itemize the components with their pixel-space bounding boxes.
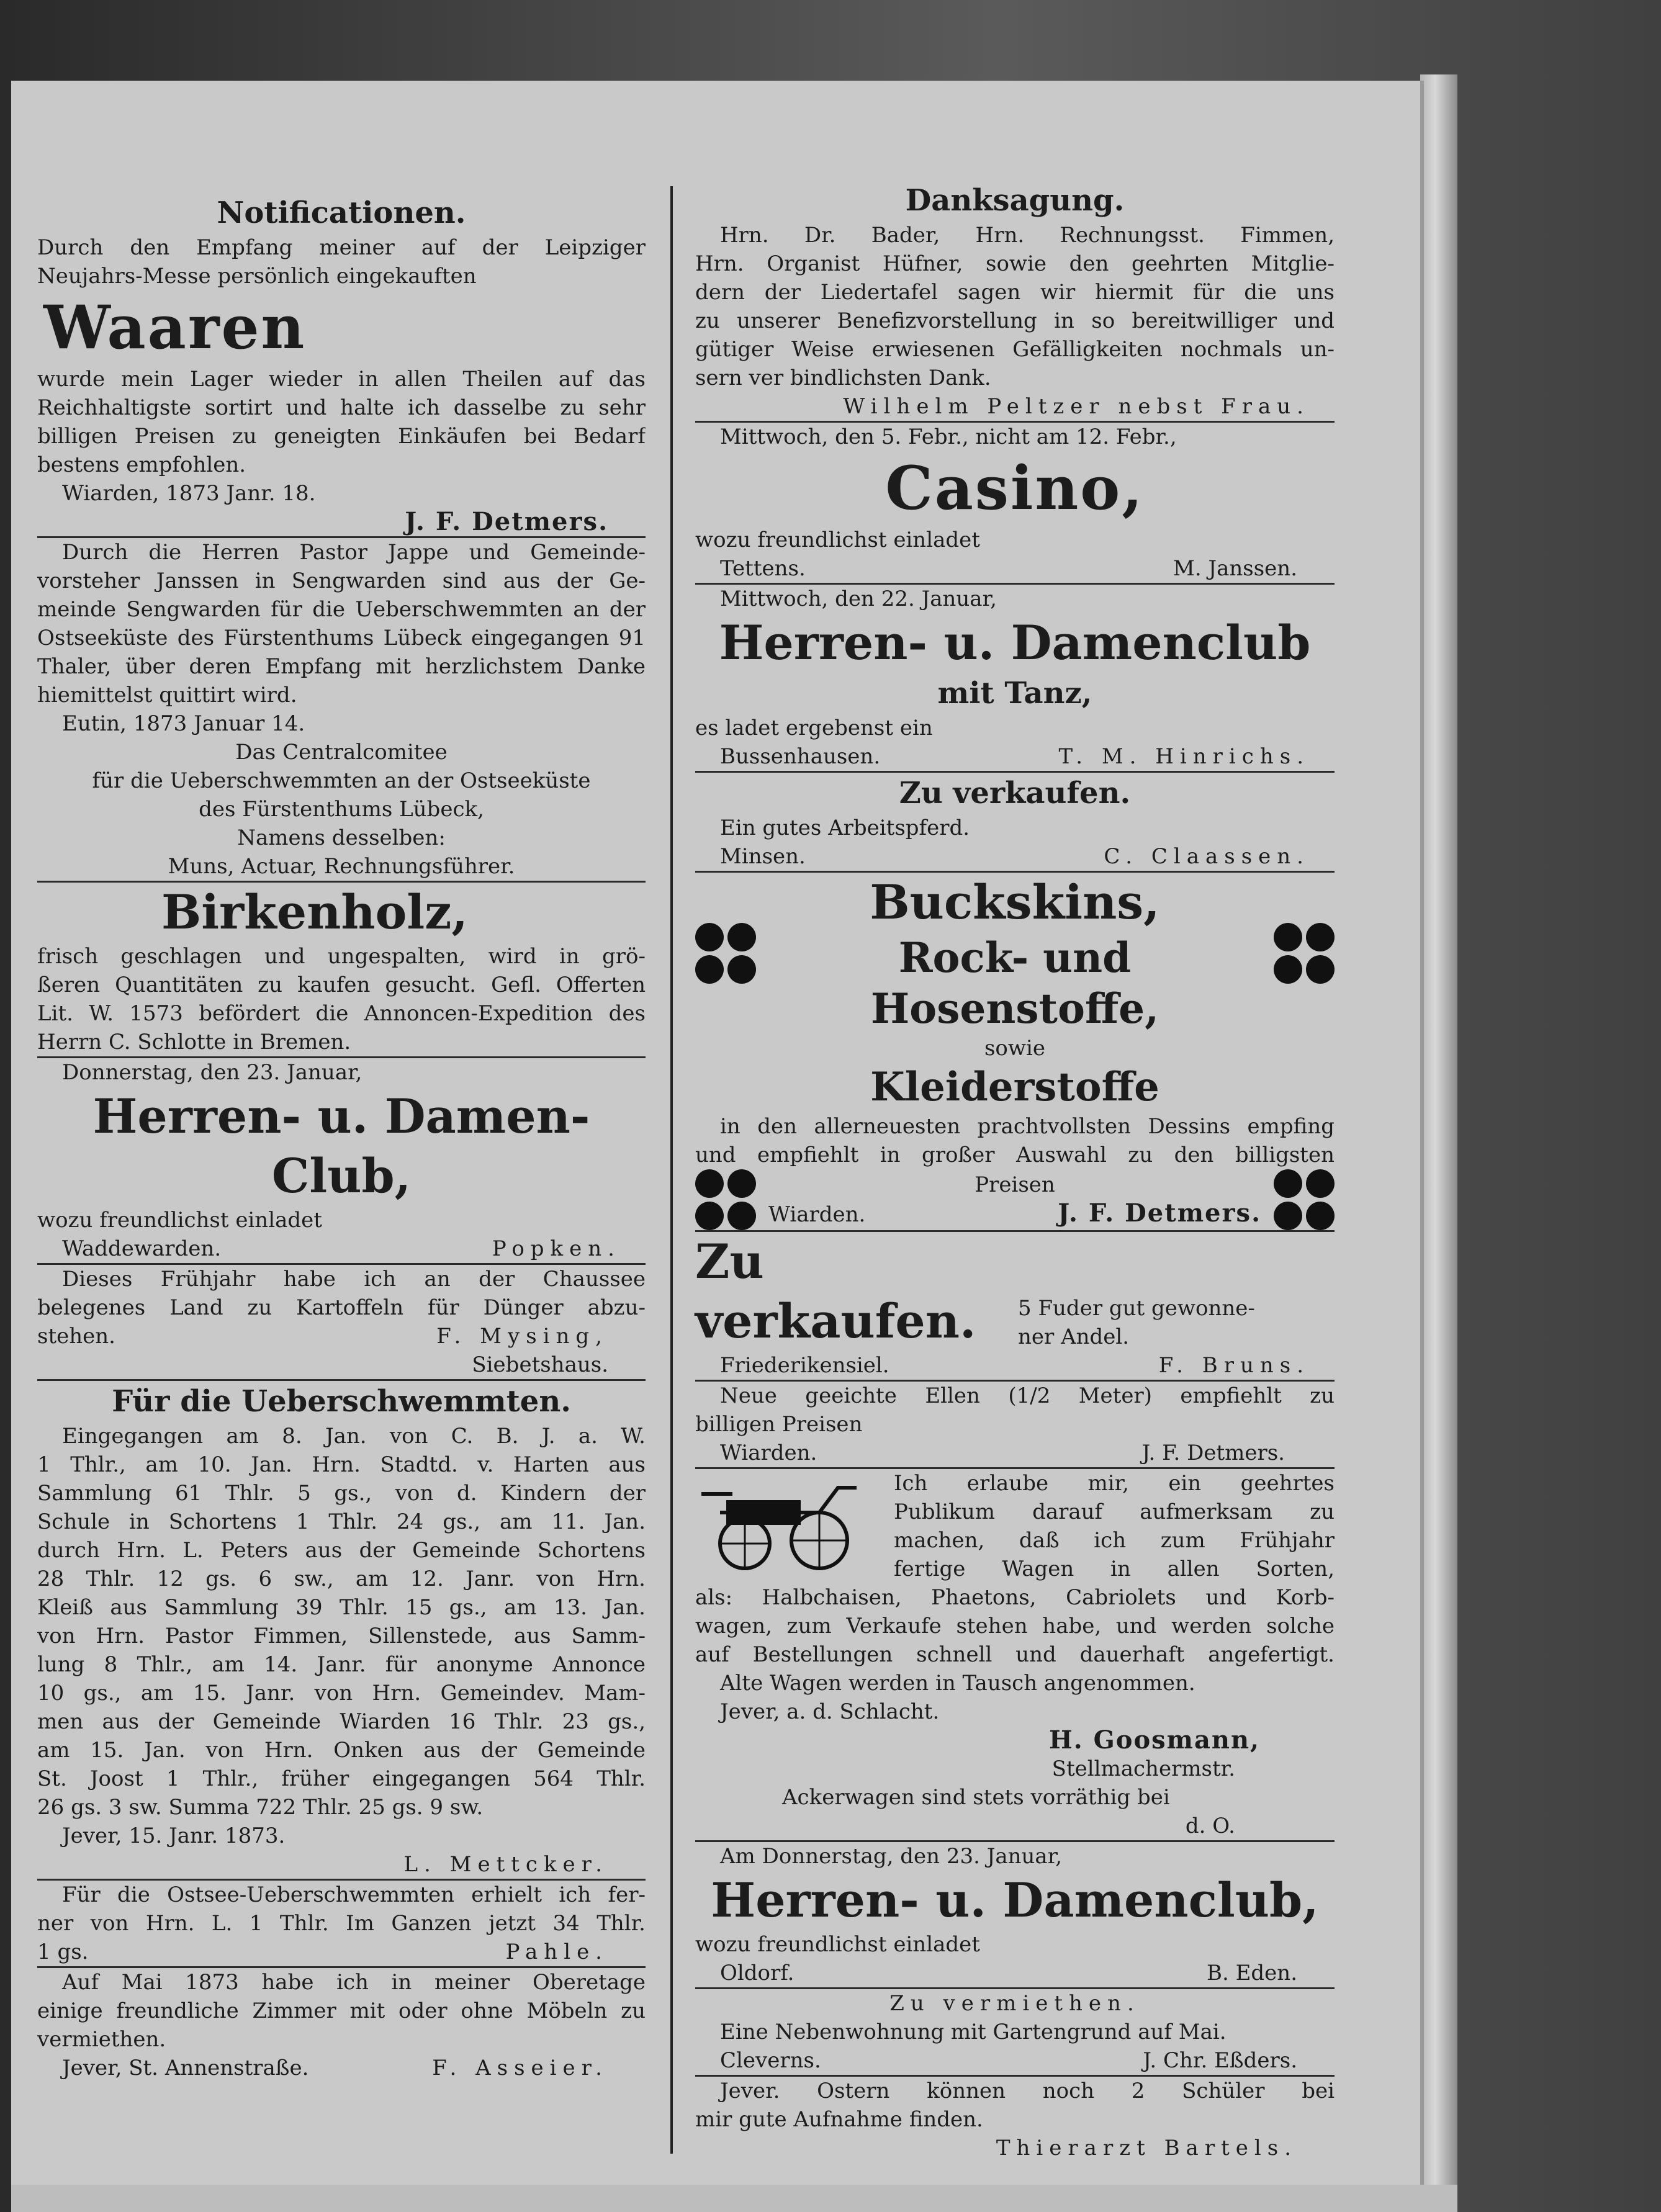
signature-title: Stellmachermstr.	[1051, 1756, 1235, 1781]
text-line: Thaler, über deren Empfang mit herzlichstem Danke	[37, 654, 646, 679]
ad-heading: Zu verkaufen.	[695, 1234, 976, 1349]
signature: J. F. Detmers.	[405, 508, 608, 536]
text-line: Kleiß aus Sammlung 39 Thlr. 15 gs., am 13. Jan.	[37, 1595, 646, 1620]
signature: F. Mysing,	[436, 1324, 608, 1349]
text-line: durch Hrn. L. Peters aus der Gemeinde Schortens	[37, 1538, 646, 1563]
ad-subheading: Rock- und Hosenstoffe,	[870, 933, 1159, 1033]
text-line: gütiger Weise erwiesenen Gefälligkeiten nochmals un-	[695, 337, 1335, 362]
herren-damen-club-ad	[37, 1058, 646, 1263]
text-line: 1 Thlr., am 10. Jan. Hrn. Stadtd. v. Harten aus	[37, 1452, 646, 1477]
text-line: stehen.	[37, 1324, 115, 1349]
ornament-dots-icon	[695, 923, 756, 984]
text-line: Reichhaltigste sortirt und halte ich dasselbe zu sehr	[37, 395, 646, 420]
signature: J. F. Detmers.	[1141, 1441, 1285, 1465]
signature: T. M. Hinrichs.	[1058, 744, 1310, 769]
vermiethen-ad	[695, 1989, 1335, 2075]
right-column	[695, 106, 1335, 2160]
date-line: Mittwoch, den 22. Januar,	[720, 587, 997, 611]
text-line: vorsteher Janssen in Sengwarden sind aus der Ge-	[37, 569, 646, 593]
text-line: und empfiehlt in großer Auswahl zu den billigsten	[695, 1143, 1335, 1167]
ad-big-word: Waaren	[43, 292, 307, 362]
text-line: 10 gs., am 15. Janr. von Hrn. Gemeindev. Mam-	[37, 1681, 646, 1706]
ad-heading-2: Kleiderstoffe	[870, 1064, 1159, 1110]
text-line: men aus der Gemeinde Wiarden 16 Thlr. 23 gs.,	[37, 1709, 646, 1734]
herrenclub-tanz-ad	[695, 585, 1335, 771]
place: Oldorf.	[720, 1961, 794, 1985]
ad-heading: Danksagung.	[905, 183, 1125, 218]
text-line: 5 Fuder gut gewonne-	[1018, 1296, 1255, 1321]
damenclub-oldorf-ad	[695, 1842, 1335, 1987]
signature: J. Chr. Eßders.	[1143, 2048, 1297, 2073]
place: Cleverns.	[720, 2048, 821, 2073]
signature-place: Siebetshaus.	[472, 1352, 608, 1377]
signature: L. Mettcker.	[403, 1852, 608, 1877]
text-line: St. Joost 1 Thlr., früher eingegangen 564 Thlr.	[37, 1766, 646, 1791]
place: Waddewarden.	[62, 1236, 222, 1261]
signature: d. O.	[1185, 1814, 1235, 1838]
place: Minsen.	[720, 844, 806, 869]
ad-heading: Birkenholz,	[161, 884, 468, 940]
arbeitspferd-ad	[695, 773, 1335, 871]
place: Jever, a. d. Schlacht.	[720, 1699, 940, 1724]
text-line: bestens empfohlen.	[37, 452, 246, 477]
text-line: Schule in Schortens 1 Thlr. 24 gs., am 11. Jan.	[37, 1509, 646, 1534]
text-line: Hrn. Dr. Bader, Hrn. Rechnungsst. Fimmen,	[720, 223, 1335, 248]
text-line: mir gute Aufnahme finden.	[695, 2107, 983, 2132]
ornament-dots-icon	[1274, 923, 1335, 984]
text-line: ßeren Quantitäten zu kaufen gesucht. Gefl. Offerten	[37, 973, 646, 997]
date-line: Am Donnerstag, den 23. Januar,	[720, 1844, 1063, 1869]
column-divider	[670, 186, 673, 2154]
signature: C. Claassen.	[1104, 844, 1310, 869]
signature: F. Bruns.	[1158, 1353, 1310, 1378]
ad-heading: Notificationen.	[217, 196, 466, 230]
ad-heading: Zu vermiethen.	[889, 1991, 1140, 2016]
text-line: Lit. W. 1573 befördert die Annoncen-Expedition des	[37, 1001, 646, 1026]
text-line: Publikum darauf aufmerksam zu	[894, 1499, 1335, 1524]
text-line: 28 Thlr. 12 gs. 6 sw., am 12. Janr. von Hrn.	[37, 1567, 646, 1591]
place: Wiarden.	[768, 1202, 866, 1227]
text-line: am 15. Jan. von Hrn. Onken aus der Gemeinde	[37, 1738, 646, 1763]
signature: J. F. Detmers.	[1058, 1199, 1261, 1228]
signature: Popken.	[492, 1236, 621, 1261]
page-bottom	[11, 2185, 1457, 2212]
zimmer-ad	[37, 1968, 646, 2082]
date-line: Jever, 15. Janr. 1873.	[62, 1823, 286, 1848]
text-line: Für die Ostsee-Ueberschwemmten erhielt ich fer-	[62, 1882, 646, 1907]
text-line: lung 8 Thlr., am 14. Janr. für anonyme Annonce	[37, 1652, 646, 1677]
pahle-ad	[37, 1881, 646, 1966]
text-line: einige freundliche Zimmer mit oder ohne Möbeln zu	[37, 1998, 646, 2023]
ad-heading: Herren- u. Damen-Club,	[92, 1089, 590, 1203]
date-line: Eutin, 1873 Januar 14.	[62, 711, 305, 736]
schueler-ad	[695, 2077, 1335, 2162]
ad-heading: Herren- u. Damenclub,	[711, 1873, 1319, 1928]
ornament-dots-icon	[1274, 1169, 1335, 1230]
signature: B. Eden.	[1206, 1961, 1297, 1985]
ad-heading: Zu verkaufen.	[899, 776, 1131, 811]
text-line: Preisen	[975, 1172, 1055, 1197]
date-line: Mittwoch, den 5. Febr., nicht am 12. Febr.,	[720, 425, 1177, 449]
date-line: Wiarden, 1873 Janr. 18.	[62, 481, 316, 506]
text-line: Sammlung 61 Thlr. 5 gs., von d. Kindern der	[37, 1481, 646, 1506]
text-line: Das Centralcomitee	[235, 740, 448, 765]
text-line: Eingegangen am 8. Jan. von C. B. J. a. W.	[62, 1424, 646, 1449]
text-line: Namens desselben:	[237, 825, 446, 850]
text-line: vermiethen.	[37, 2027, 166, 2052]
text-line: fertige Wagen in allen Sorten,	[894, 1557, 1335, 1581]
text-line: wozu freundlichst einladet	[695, 1932, 980, 1957]
signature: F. Asseier.	[432, 2056, 608, 2080]
text-line: Alte Wagen werden in Tausch angenommen.	[720, 1671, 1195, 1696]
text-line: Ein gutes Arbeitspferd.	[720, 816, 970, 840]
text-line: 1 gs.	[37, 1940, 89, 1964]
casino-ad	[695, 423, 1335, 583]
text-line: Hrn. Organist Hüfner, sowie den geehrten Mitglie-	[695, 251, 1335, 276]
text-line: belegenes Land zu Kartoffeln für Dünger abzu-	[37, 1295, 646, 1320]
buckskins-ad	[695, 873, 1335, 1230]
text-line: wagen, zum Verkaufe stehen habe, und werden solche	[695, 1614, 1335, 1639]
signature: Thierarzt Bartels.	[996, 2136, 1297, 2160]
notificationen-ad	[37, 192, 646, 536]
ad-heading: Herren- u. Damenclub	[719, 615, 1311, 670]
signature: Pahle.	[505, 1940, 608, 1964]
wagen-ad	[695, 1469, 1335, 1840]
text-line: es ladet ergebenst ein	[695, 716, 933, 740]
text-line: Muns, Actuar, Rechnungsführer.	[168, 854, 515, 879]
birkenholz-ad	[37, 883, 646, 1056]
place: Bussenhausen.	[720, 744, 881, 769]
text-line: Durch den Empfang meiner auf der Leipziger	[37, 235, 646, 260]
place: Friederikensiel.	[720, 1353, 889, 1378]
signature: H. Goosmann,	[1048, 1726, 1260, 1755]
text-line: wurde mein Lager wieder in allen Theilen auf das	[37, 367, 646, 392]
text-line: als: Halbchaisen, Phaetons, Cabriolets und Korb-	[695, 1585, 1335, 1610]
text-line: Neue geeichte Ellen (1/2 Meter) empfiehlt zu	[720, 1383, 1335, 1408]
text-line: wozu freundlichst einladet	[695, 528, 980, 552]
text-line: Neujahrs-Messe persönlich eingekauften	[37, 264, 477, 289]
text-line: meinde Sengwarden für die Ueberschwemmten an der	[37, 597, 646, 622]
place: Tettens.	[720, 556, 806, 581]
ellen-ad	[695, 1382, 1335, 1467]
spenden-list	[37, 1381, 646, 1879]
text-line: in den allerneuesten prachtvollsten Dessins empfing	[720, 1114, 1335, 1139]
text-line: zu unserer Benefizvorstellung in so bereitwilliger und	[695, 308, 1335, 333]
andel-ad	[695, 1232, 1335, 1380]
text-line: 26 gs. 3 sw. Summa 722 Thlr. 25 gs. 9 sw.	[37, 1795, 484, 1820]
ornament-dots-icon	[695, 1169, 756, 1230]
ad-heading: Für die Ueberschwemmten.	[112, 1384, 571, 1419]
ad-subheading: mit Tanz,	[937, 676, 1092, 711]
text-line: auf Bestellungen schnell und dauerhaft angefertigt.	[695, 1642, 1335, 1667]
text-line: hiemittelst quittirt wird.	[37, 683, 297, 708]
text-line: Jever. Ostern können noch 2 Schüler bei	[720, 2079, 1335, 2103]
text-line: Eine Nebenwohnung mit Gartengrund auf Mai.	[720, 2020, 1227, 2044]
ad-heading: Casino,	[885, 453, 1145, 523]
text-line: machen, daß ich zum Frühjahr	[894, 1528, 1335, 1553]
text-line: ner Andel.	[1018, 1324, 1130, 1349]
place: Jever, St. Annenstraße.	[62, 2056, 309, 2080]
text-line: Ich erlaube mir, ein geehrtes	[894, 1471, 1335, 1496]
ostsee-receipt	[37, 538, 646, 881]
signature: M. Janssen.	[1173, 556, 1297, 581]
text-line: des Fürstenthums Lübeck,	[199, 797, 484, 822]
text-line: Ostseeküste des Fürstenthums Lübeck eingegangen 91	[37, 626, 646, 650]
text-line: von Hrn. Pastor Fimmen, Sillenstede, aus Samm-	[37, 1624, 646, 1648]
left-column	[37, 106, 646, 2160]
text-line: ner von Hrn. L. 1 Thlr. Im Ganzen jetzt 34 Thlr.	[37, 1911, 646, 1936]
text-line: wozu freundlichst einladet	[37, 1208, 322, 1233]
date-line: Donnerstag, den 23. Januar,	[62, 1060, 362, 1085]
text-line: sowie	[984, 1036, 1045, 1061]
page-edge	[1420, 74, 1457, 2191]
text-line: billigen Preisen zu geneigten Einkäufen bei Bedarf	[37, 424, 646, 449]
carriage-icon	[695, 1469, 881, 1575]
text-line: Herrn C. Schlotte in Bremen.	[37, 1030, 351, 1054]
text-line: für die Ueberschwemmten an der Ostseeküste	[92, 768, 591, 793]
text-line: Durch die Herren Pastor Jappe und Gemeinde-	[62, 540, 646, 565]
text-line: billigen Preisen	[695, 1412, 863, 1437]
text-line: Auf Mai 1873 habe ich in meiner Oberetage	[62, 1970, 646, 1995]
text-line: Dieses Frühjahr habe ich an der Chaussee	[62, 1267, 646, 1292]
text-line: frisch geschlagen und ungespalten, wird in grö-	[37, 944, 646, 969]
text-line: sern ver bindlichsten Dank.	[695, 366, 991, 390]
text-line: Ackerwagen sind stets vorräthig bei	[782, 1785, 1170, 1810]
place: Wiarden.	[720, 1441, 817, 1465]
text-line: dern der Liedertafel sagen wir hiermit für die uns	[695, 280, 1335, 305]
land-ad	[37, 1265, 646, 1379]
ad-heading: Buckskins,	[870, 874, 1160, 930]
signature: Wilhelm Peltzer nebst Frau.	[843, 394, 1310, 419]
danksagung-ad	[695, 180, 1335, 421]
